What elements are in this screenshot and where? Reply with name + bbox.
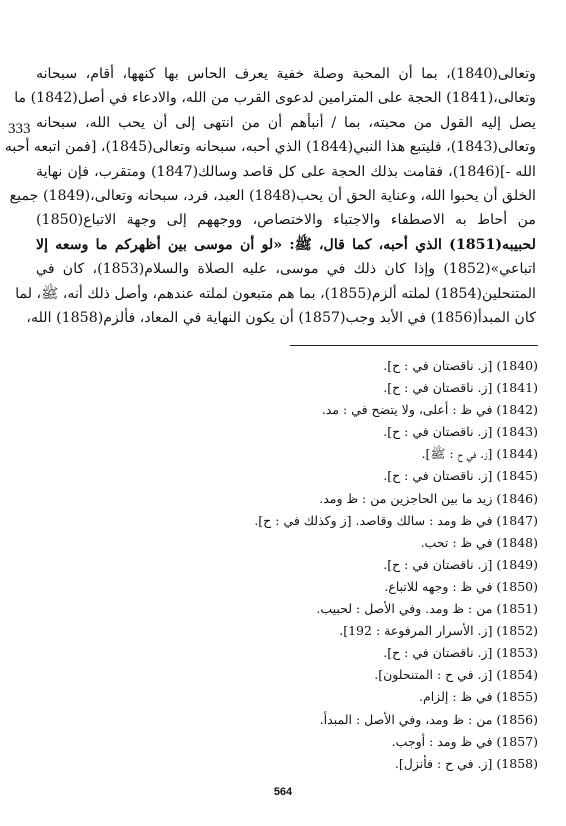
text-line: الخلق أن يحبوا الله، وعناية الحق أن يحب(1848) العبد، فرد، سبحانه وتعالى،(1849) جميع <box>9 187 536 204</box>
footnote: (1846) زيد ما بين الحاجزين من : ظ ومد. <box>319 490 538 506</box>
footnote: (1855) في ظ : إلزام. <box>418 689 538 705</box>
footnote: (1849) [ز. ناقصتان في : ح]. <box>383 556 538 572</box>
text-line: يصل إليه القول من محبته، بما / أنبأهم أن من انتهى إلى أن يحب الله، سبحانه <box>36 114 536 131</box>
text-line: كان المبدأ(1856) في الأبد وجب(1857) أن يكون النهاية في المعاد، فألزم(1858) الله، <box>26 309 536 326</box>
footnote: (1843) [ز. ناقصتان في : ح]. <box>383 424 538 440</box>
footnotes-list <box>120 355 538 775</box>
footnote: (1854) [ز. في ح : المتنحلون]. <box>374 667 538 683</box>
footnote: (1853) [ز. ناقصتان في : ح]. <box>383 645 538 661</box>
footnote: (1851) من : ظ ومد. وفي الأصل : لحبيب. <box>316 601 538 617</box>
text-line: المتنحلين(1854) لملته ألزم(1855)، بما هم متبعون لملته عندهم، وأصل ذلك أنه، ﷺ، لما <box>15 285 536 302</box>
text-line: وتعالى،(1841) الحجة على المترامين لدعوى القرب من الله، والادعاء في أصل(1842) ما <box>14 90 536 107</box>
text-line: من أحاط به الاصطفاء والاجتباء والاختصاص، ووجههم إلى وجهة الاتباع(1850) <box>36 212 536 229</box>
footnote: (1852) [ز. الأسرار المرفوعة : 192]. <box>339 623 538 639</box>
footnote: (1844) [ز. في ح : ﷺ]. <box>421 446 538 462</box>
footnote: (1841) [ز. ناقصتان في : ح]. <box>383 380 538 396</box>
footnote: (1847) في ظ ومد : سالك وقاصد. [ز وكذلك في : ح]. <box>254 512 538 528</box>
text-line: وتعالى(1843)، فليتبع هذا النبي(1844) الذي أحبه، سبحانه وتعالى(1845)، [فمن اتبعه أحبه <box>4 139 536 156</box>
footnote: (1856) من : ظ ومد، وفي الأصل : المبدأ. <box>319 711 538 727</box>
manuscript-page-marker: 333 <box>8 121 31 137</box>
text-line: الله -](1846)، فقامت بذلك الحجة على كل قاصد وسالك(1847) ومتقرب، فإن نهاية <box>36 163 536 180</box>
footnote: (1857) في ظ ومد : أوجب. <box>391 733 538 749</box>
footnote: (1842) في ظ : أعلى، ولا يتضح في : مد. <box>321 402 538 418</box>
page-number: 564 <box>273 786 293 798</box>
footnote: (1850) في ظ : وجهه للاتباع. <box>384 578 538 594</box>
text-line: اتباعي»(1852) وإذا كان ذلك في موسى، عليه الصلاة والسلام(1853)، كان في <box>36 261 536 278</box>
footnote-divider <box>290 345 538 346</box>
footnote: (1848) في ظ : تحب. <box>420 534 538 550</box>
text-line-hadith: لحبيبه(1851) الذي أحبه، كما قال، ﷺ: «لو أن موسى بين أظهركم ما وسعه إلا <box>36 236 536 253</box>
text-line: وتعالى(1840)، بما أن المحبة وصلة خفية يعرف الحاس بها كنهها، أقام، سبحانه <box>36 66 536 82</box>
footnote: (1858) [ز. في ح : فأنزل]. <box>394 755 538 771</box>
footnote: (1845) [ز. ناقصتان في : ح]. <box>383 468 538 484</box>
footnote: (1840) [ز. ناقصتان في : ح]. <box>383 358 538 373</box>
